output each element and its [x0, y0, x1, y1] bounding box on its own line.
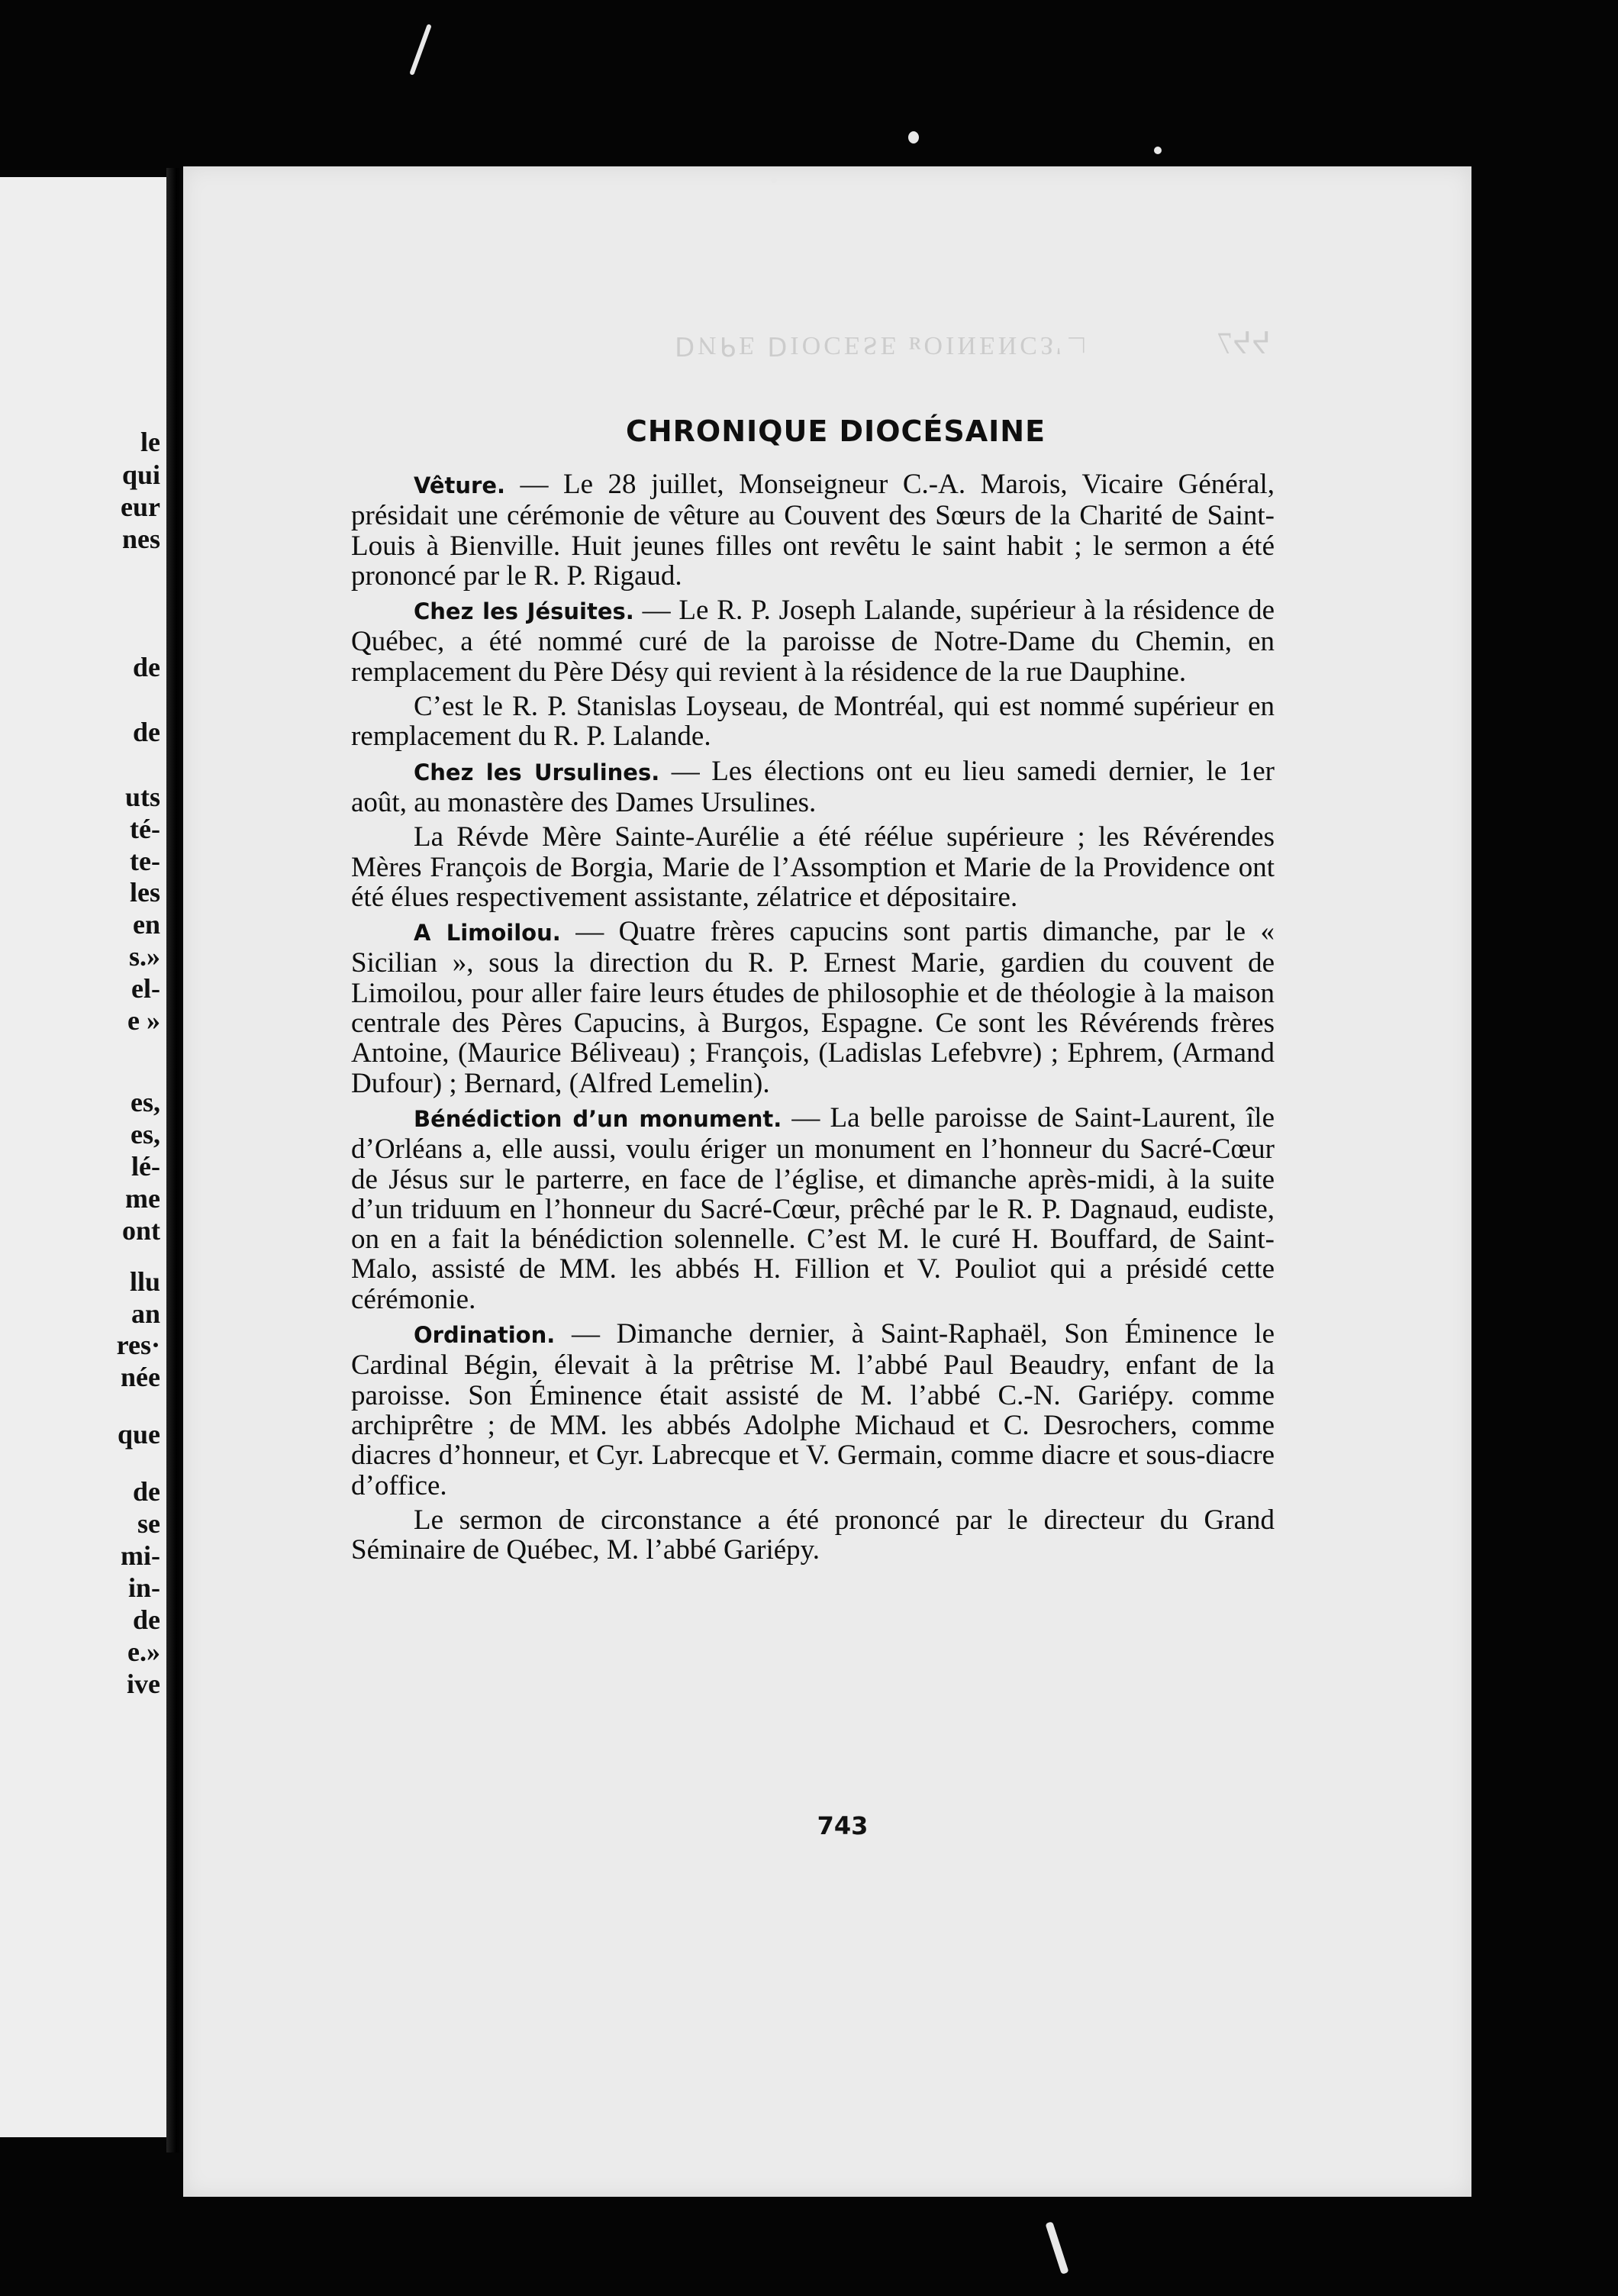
paragraph-ordination: [351, 1319, 1275, 1501]
left-fragment-line: née: [121, 1362, 160, 1392]
paragraph-limoilou: [351, 917, 1275, 1098]
dust-speck: [409, 24, 432, 76]
paragraph-text: — Le R. P. Joseph Lalande, supérieur à la résidence de Québec, a été nommé curé de la paroisse de Notre-Dame du Chemin, en remplacement du Père Désy qui revient à la résidence de la rue Dauphine.: [351, 595, 1275, 688]
article-body: [351, 414, 1275, 1565]
left-fragment-line: de: [133, 652, 160, 682]
left-fragment-line: lé-: [131, 1151, 160, 1182]
left-fragment-line: qui: [121, 460, 160, 490]
left-fragment-line: té-: [130, 814, 160, 844]
left-fragment-line: res·: [116, 1330, 160, 1360]
paragraph-lead: Chez les Jésuites.: [414, 598, 634, 625]
left-fragment-line: te-: [130, 846, 160, 876]
page-number: 743: [817, 1811, 869, 1840]
paragraph-lead: Ordination.: [414, 1322, 556, 1349]
dust-speck: [771, 177, 777, 183]
left-fragment-line: les: [130, 877, 160, 908]
paragraph-jesuites: [351, 595, 1275, 687]
left-fragment-line: en: [133, 909, 160, 940]
dust-speck: [908, 131, 919, 144]
left-fragment-line: de: [133, 717, 160, 747]
left-fragment-line: que: [117, 1419, 160, 1450]
paragraph-text: Le sermon de circonstance a été prononcé par le directeur du Grand Séminaire de Québec, M. l’abbé Gariépy.: [351, 1504, 1275, 1566]
left-fragment-line: e.»: [127, 1637, 160, 1667]
paragraph-lead: Vêture.: [414, 472, 506, 498]
paragraph-elections: [351, 822, 1275, 912]
dust-speck: [1045, 2221, 1068, 2275]
paragraph-loyseau: [351, 692, 1275, 752]
paragraph-text: C’est le R. P. Stanislas Loyseau, de Montréal, qui est nommé supérieur en remplacement du R. P. Lalande.: [351, 691, 1275, 753]
left-fragment-line: s.»: [128, 941, 160, 972]
left-fragment-line: an: [131, 1298, 160, 1329]
left-fragment-line: e »: [127, 1005, 160, 1036]
left-page-fragment: [0, 177, 166, 2137]
dust-speck: [1154, 147, 1162, 154]
left-fragment-line: nes: [121, 524, 160, 554]
left-fragment-line: mi-: [121, 1540, 160, 1571]
left-fragment-line: le: [140, 427, 160, 457]
bleed-through-page-mark: ᔭᔭ7: [1217, 326, 1272, 360]
paragraph-text: — Quatre frères capucins sont partis dimanche, par le « Sicilian », sous la direction du R. P. Ernest Marie, gardien du couvent de Limoilou, pour aller faire leurs études de philosophie et de théologie à la maison centrale des Pères Capucins, à Burgos, Espagne. Ce sont les Révérends frères Antoine, (Maurice Béliveau) ; François, (Ladislas Lefebvre) ; Ephrem, (Armand Dufour) ; Bernard, (Alfred Lemelin).: [351, 916, 1275, 1099]
article-title: CHRONIQUE DIOCÉSAINE: [625, 414, 1046, 448]
left-fragment-line: se: [137, 1508, 160, 1539]
paragraph-lead: Bénédiction d’un monument.: [414, 1105, 782, 1132]
left-fragment-line: eur: [121, 492, 160, 522]
bleed-through-header-mark: ∟'ƐƆИƎИIOᴚ ƎƧƎƆOIᗡ ƎᑫNᗡ: [672, 331, 1090, 360]
paragraph-lead: Chez les Ursulines.: [414, 759, 660, 785]
left-fragment-line: llu: [129, 1266, 160, 1297]
paragraph-text: La Révde Mère Sainte-Aurélie a été réélue supérieure ; les Révérendes Mères François de Borgia, Marie de l’Assomption et Marie de la Providence ont été élues respectivement assistante, zélatrice et dépositaire.: [351, 821, 1275, 913]
left-fragment-line: de: [133, 1476, 160, 1507]
left-fragment-line: me: [125, 1183, 160, 1214]
paragraph-ursulines: [351, 756, 1275, 818]
paragraph-text: — Le 28 juillet, Monseigneur C.-A. Marois, Vicaire Général, présidait une cérémonie de vêture au Couvent des Sœurs de la Charité de Saint-Louis à Bienville. Huit jeunes filles ont revêtu le saint habit ; le sermon a été prononcé par le R. P. Rigaud.: [351, 469, 1275, 592]
document-page: [183, 166, 1471, 2197]
paragraph-benediction: [351, 1103, 1275, 1314]
paragraph-sermon: [351, 1505, 1275, 1566]
left-fragment-line: el-: [131, 973, 160, 1004]
left-fragment-line: uts: [124, 782, 160, 812]
paragraph-text: — Dimanche dernier, à Saint-Raphaël, Son Éminence le Cardinal Bégin, élevait à la prêtrise M. l’abbé Paul Beaudry, enfant de la paroisse. Son Éminence était assisté de M. l’abbé C.-N. Gariépy. comme archiprêtre ; de MM. les abbés Adolphe Michaud et C. Desrochers, comme diacres d’honneur, et Cyr. Labrecque et V. Germain, comme diacre et sous-diacre d’office.: [351, 1318, 1275, 1501]
left-fragment-line: es,: [131, 1087, 160, 1117]
left-fragment-line: ont: [121, 1215, 160, 1246]
paragraph-text: — La belle paroisse de Saint-Laurent, île d’Orléans a, elle aussi, voulu ériger un monument en l’honneur du Sacré-Cœur de Jésus sur le parterre, en face de l’église, et dimanche après-midi, à la suite d’un triduum en l’honneur du Sacré-Cœur, prêché par le R. P. Dagnaud, eudiste, on en a fait la bénédiction solennelle. C’est M. le curé H. Bouffard, de Saint-Malo, assisté de MM. les abbés H. Fillion et V. Pouliot qui a présidé cette cérémonie.: [351, 1101, 1275, 1315]
paragraph-lead: A Limoilou.: [414, 920, 561, 946]
paragraph-veture: [351, 469, 1275, 591]
paragraph-text: — Les élections ont eu lieu samedi dernier, le 1er août, au monastère des Dames Ursulines.: [351, 755, 1275, 818]
left-fragment-line: in-: [127, 1572, 160, 1603]
left-fragment-line: es,: [131, 1119, 160, 1150]
left-fragment-line: de: [133, 1604, 160, 1635]
left-fragment-line: ive: [127, 1669, 160, 1699]
